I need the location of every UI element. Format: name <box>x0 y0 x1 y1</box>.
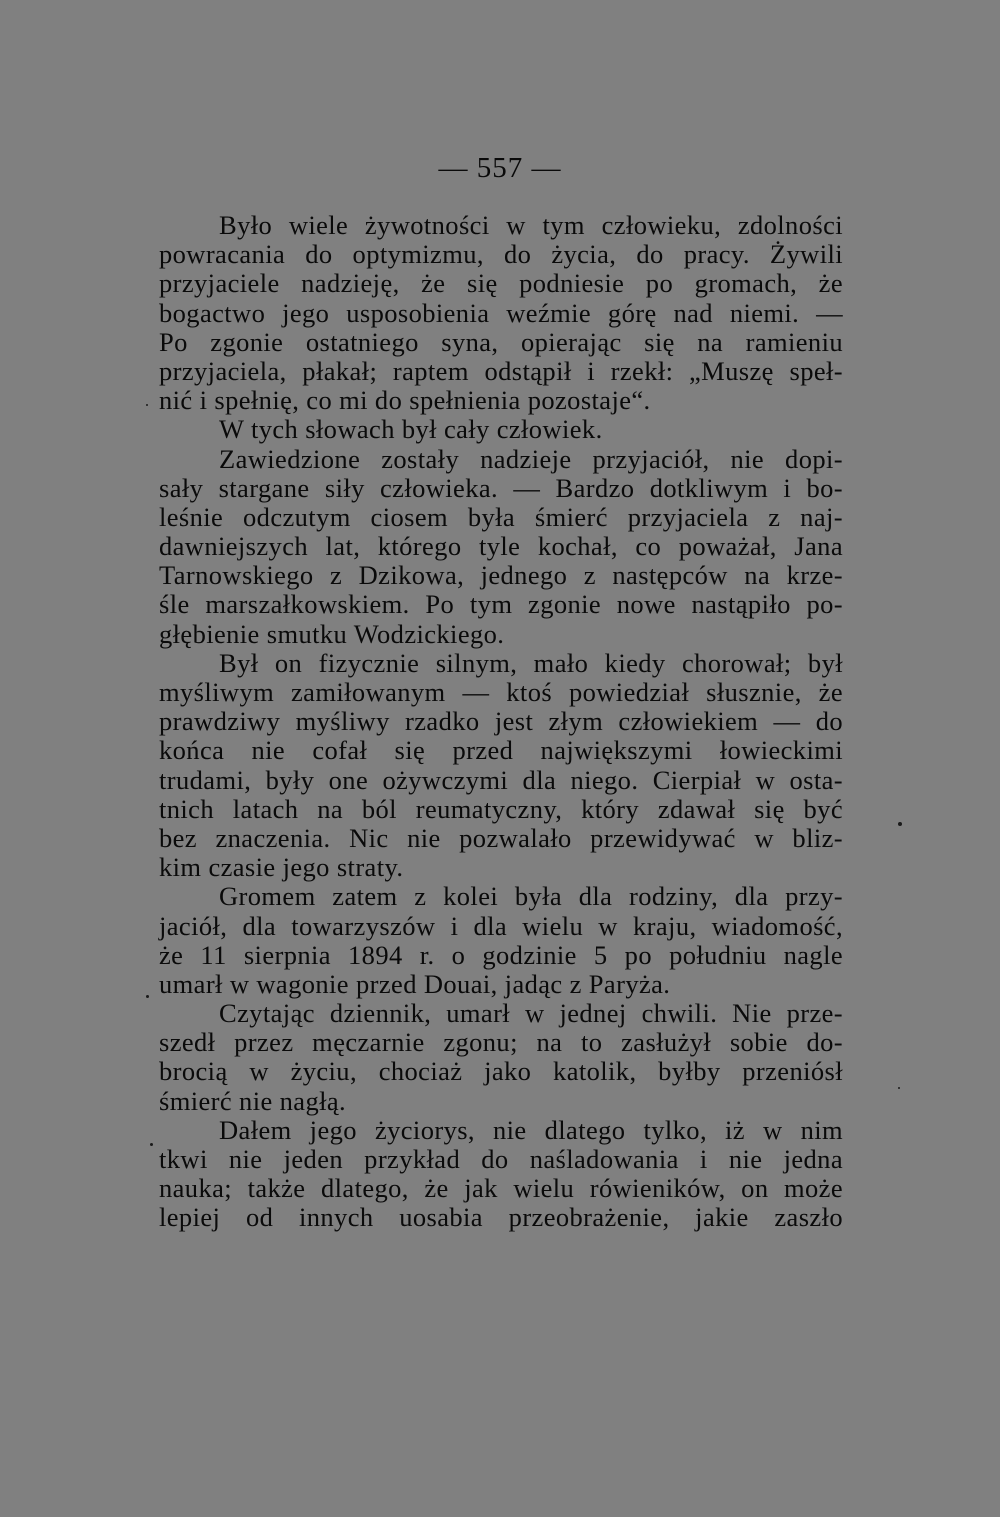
scan-speck <box>898 822 902 826</box>
scan-speck <box>150 1143 153 1146</box>
text-line: jaciół, dla towarzyszów i dla wielu w kraju, wiadomość, <box>159 910 843 941</box>
text-line: nić i spełnię, co mi do spełnienia pozostaje“. <box>159 385 651 416</box>
text-line: lepiej od innych uosabia przeobrażenie, jakie zaszło <box>159 1202 843 1233</box>
text-line: że 11 sierpnia 1894 r. o godzinie 5 po południu nagle <box>159 939 843 970</box>
text-line: bogactwo jego usposobienia weźmie górę nad niemi. — <box>159 297 843 328</box>
text-line: leśnie odczutym ciosem była śmierć przyjaciela z naj- <box>159 501 843 532</box>
text-line: szedł przez męczarnie zgonu; na to zasłużył sobie do- <box>159 1027 843 1058</box>
text-line: Tarnowskiego z Dzikowa, jednego z następców na krze- <box>159 560 843 591</box>
text-line: Dałem jego życiorys, nie dlatego tylko, iż w nim <box>219 1114 843 1145</box>
text-line: przyjaciela, płakał; raptem odstąpił i rzekł: „Muszę speł- <box>159 355 843 386</box>
text-line: sały stargane siły człowieka. — Bardzo dotkliwym i bo- <box>159 472 843 503</box>
text-line: śle marszałkowskiem. Po tym zgonie nowe nastąpiło po- <box>159 589 843 620</box>
text-line: kim czasie jego straty. <box>159 852 404 883</box>
text-line: Czytając dziennik, umarł w jednej chwili. Nie prze- <box>219 998 843 1029</box>
text-line: Zawiedzione zostały nadzieje przyjaciół, nie dopi- <box>219 443 843 474</box>
text-line: Gromem zatem z kolei była dla rodziny, dla przy- <box>219 881 843 912</box>
text-line: nauka; także dlatego, że jak wielu rówieników, on może <box>159 1173 843 1204</box>
text-line: Był on fizycznie silnym, mało kiedy chorował; był <box>219 647 843 678</box>
page-number: — 557 — <box>438 152 562 184</box>
text-line: tkwi nie jeden przykład do naśladowania i nie jedna <box>159 1144 843 1174</box>
text-line: W tych słowach był cały człowiek. <box>219 414 603 445</box>
text-line: końca nie cofał się przed największymi łowieckimi <box>159 735 843 766</box>
text-line: powracania do optymizmu, do życia, do pracy. Żywili <box>159 239 843 270</box>
body-text <box>159 211 843 1233</box>
text-line: głębienie smutku Wodzickiego. <box>159 618 505 649</box>
text-line: trudami, były one ożywczymi dla niego. Cierpiał w osta- <box>159 764 843 795</box>
text-line: umarł w wagonie przed Douai, jadąc z Paryża. <box>159 968 671 999</box>
text-line: brocią w życiu, chociaż jako katolik, byłby przeniósł <box>159 1056 843 1087</box>
scan-speck <box>146 995 149 998</box>
text-line: myśliwym zamiłowanym — ktoś powiedział słusznie, że <box>159 677 843 707</box>
text-line: Po zgonie ostatniego syna, opierając się na ramieniu <box>159 326 843 357</box>
text-line: przyjaciele nadzieję, że się podniesie po gromach, że <box>159 268 843 299</box>
text-line: Było wiele żywotności w tym człowieku, zdolności <box>219 210 843 240</box>
text-line: bez znaczenia. Nic nie pozwalało przewidywać w bliz- <box>159 822 843 853</box>
text-line: śmierć nie nagłą. <box>159 1085 347 1116</box>
scan-speck <box>898 1087 900 1089</box>
scan-speck <box>146 404 148 406</box>
text-line: tnich latach na ból reumatyczny, który zdawał się być <box>159 793 843 824</box>
text-line: dawniejszych lat, którego tyle kochał, co poważał, Jana <box>159 531 843 562</box>
text-line: prawdziwy myśliwy rzadko jest złym człowiekiem — do <box>159 706 843 737</box>
